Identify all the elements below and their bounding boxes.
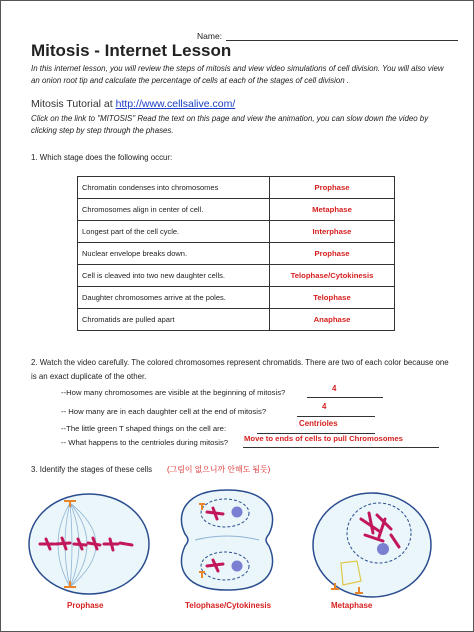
- stage-description: Chromatin condenses into chromosomes: [78, 177, 270, 199]
- q2-answer-2: 4: [322, 402, 327, 411]
- q2-answer-4: Move to ends of cells to pull Chromosomes: [244, 434, 403, 443]
- cell-diagram-telophase: [171, 484, 283, 596]
- cell-diagram-metaphase: [309, 489, 435, 601]
- q2-item-2: -- How many are in each daughter cell at the end of mitosis?: [61, 407, 267, 416]
- stages-table: [77, 176, 395, 331]
- cellsalive-link[interactable]: http://www.cellsalive.com/: [115, 98, 236, 110]
- stage-description: Chromatids are pulled apart: [78, 309, 270, 331]
- q2-item-3: --The little green T shaped things on the cell are:: [61, 424, 227, 433]
- question-1: 1. Which stage does the following occur:: [31, 153, 173, 162]
- answer-blank[interactable]: [297, 407, 375, 417]
- q2-answer-3: Centrioles: [299, 419, 338, 428]
- cell-label-3: Metaphase: [331, 601, 373, 610]
- stage-description: Chromosomes align in center of cell.: [78, 199, 270, 221]
- name-field: [197, 31, 458, 41]
- table-row: [78, 221, 395, 243]
- q3-note: (그림이 없으니까 안해도 됨듯): [167, 465, 271, 474]
- answer-blank[interactable]: [307, 388, 383, 398]
- question-3: 3. Identify the stages of these cells: [31, 465, 153, 474]
- instructions-text: Click on the link to "MITOSIS" Read the text on this page and view the animation, you can slow down the video by clicking step by step through the phases.: [31, 114, 429, 135]
- intro-text: In this internet lesson, you will review the steps of mitosis and view video simulations of cell division. You will also view an onion root tip and calculate the percentage of cells at each of the stages of cell division .: [31, 64, 444, 85]
- page-title: Mitosis - Internet Lesson: [31, 41, 232, 60]
- table-row: [78, 177, 395, 199]
- stage-answer[interactable]: Prophase: [270, 243, 395, 265]
- table-row: [78, 199, 395, 221]
- cell-diagram-prophase: [26, 491, 152, 597]
- stage-answer[interactable]: Telophase: [270, 287, 395, 309]
- stage-description: Daughter chromosomes arrive at the poles.: [78, 287, 270, 309]
- stage-description: Nuclear envelope breaks down.: [78, 243, 270, 265]
- table-row: [78, 265, 395, 287]
- stage-answer[interactable]: Anaphase: [270, 309, 395, 331]
- name-label: Name:: [197, 31, 223, 41]
- stage-description: Cell is cleaved into two new daughter cells.: [78, 265, 270, 287]
- stage-answer[interactable]: Prophase: [270, 177, 395, 199]
- tutorial-line: [31, 98, 235, 110]
- table-row: [78, 309, 395, 331]
- question-2: 2. Watch the video carefully. The colored chromosomes represent chromatids. There are two of each color because one is an exact duplicate of the other.: [31, 358, 449, 381]
- q2-item-1: --How many chromosomes are visible at the beginning of mitosis?: [61, 388, 286, 397]
- q2-answer-1: 4: [332, 384, 337, 393]
- cell-label-2: Telophase/Cytokinesis: [185, 601, 272, 610]
- stage-answer[interactable]: Telophase/Cytokinesis: [270, 265, 395, 287]
- cell-label-1: Prophase: [67, 601, 104, 610]
- stage-answer[interactable]: Interphase: [270, 221, 395, 243]
- name-blank[interactable]: [226, 31, 458, 41]
- tutorial-prefix: Mitosis Tutorial at: [31, 98, 116, 110]
- q2-item-4: -- What happens to the centrioles during mitosis?: [61, 438, 229, 447]
- table-row: [78, 287, 395, 309]
- stage-description: Longest part of the cell cycle.: [78, 221, 270, 243]
- table-row: [78, 243, 395, 265]
- stage-answer[interactable]: Metaphase: [270, 199, 395, 221]
